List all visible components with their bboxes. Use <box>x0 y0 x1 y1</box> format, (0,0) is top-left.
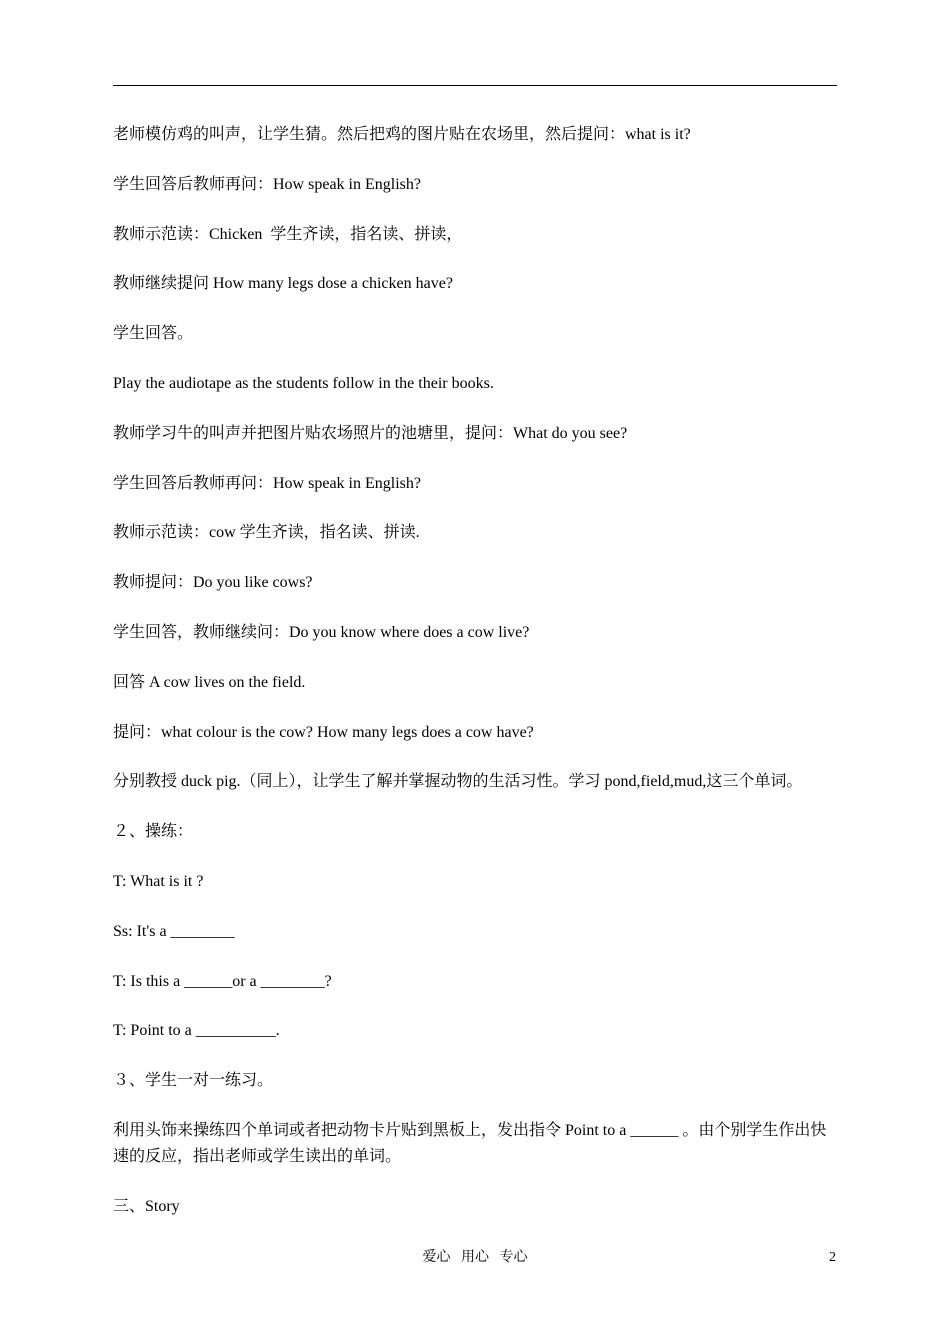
paragraph: 学生回答，教师继续问：Do you know where does a cow live? <box>113 623 530 641</box>
paragraph: 提问：what colour is the cow? How many legs does a cow have? <box>113 723 534 741</box>
paragraph: 老师模仿鸡的叫声，让学生猜。然后把鸡的图片贴在农场里，然后提问：what is it? <box>113 126 691 143</box>
section-heading: 三、Story <box>113 1197 180 1215</box>
document-body <box>113 122 837 1244</box>
paragraph: 回答 A cow lives on the field. <box>113 673 306 691</box>
paragraph: 教师学习牛的叫声并把图片贴农场照片的池塘里，提问：What do you see? <box>113 424 628 442</box>
dialogue-line: T: Is this a ______or a ________? <box>113 972 332 990</box>
paragraph: 教师继续提问 How many legs dose a chicken have? <box>113 275 453 293</box>
page-number: 2 <box>829 1250 836 1265</box>
paragraph: 利用头饰来操练四个单词或者把动物卡片贴到黑板上，发出指令 Point to a ______ 。由个别学生作出快速的反应，指出老师或学生读出的单词。 <box>113 1121 827 1165</box>
paragraph: Play the audiotape as the students follow in the their books. <box>113 374 494 392</box>
section-heading: ３、学生一对一练习。 <box>113 1072 274 1090</box>
footer-motto: 爱心 用心 专心 <box>422 1250 528 1265</box>
paragraph: 学生回答。 <box>113 325 194 343</box>
paragraph: 教师示范读：cow 学生齐读，指名读、拼读. <box>113 524 420 542</box>
paragraph: 教师提问：Do you like cows? <box>113 574 313 592</box>
section-heading: ２、操练： <box>113 823 194 841</box>
paragraph: 分别教授 duck pig.（同上），让学生了解并掌握动物的生活习性。学习 pond,field,mud,这三个单词。 <box>113 773 803 791</box>
dialogue-line: T: Point to a __________. <box>113 1022 280 1040</box>
paragraph: 学生回答后教师再问：How speak in English? <box>113 474 421 492</box>
paragraph: 教师示范读：Chicken 学生齐读，指名读、拼读， <box>113 225 463 243</box>
paragraph: 学生回答后教师再问：How speak in English? <box>113 175 421 193</box>
dialogue-line: T: What is it ? <box>113 872 204 890</box>
dialogue-line: Ss: It's a ________ <box>113 922 235 940</box>
header-rule <box>113 85 837 86</box>
